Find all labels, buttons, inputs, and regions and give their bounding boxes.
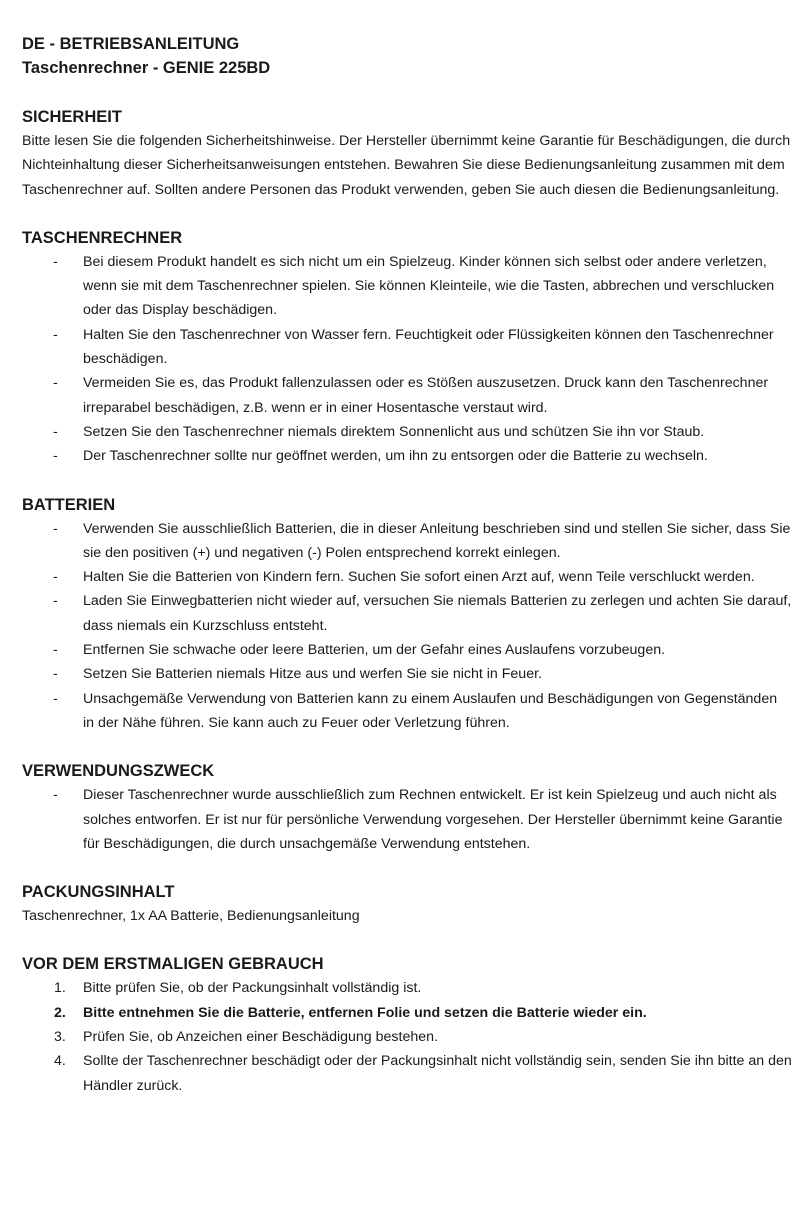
bullet-list <box>22 517 792 736</box>
list-item-text: Halten Sie den Taschenrechner von Wasser fern. Feuchtigkeit oder Flüssigkeiten können den Taschenrechner beschädigen. <box>83 326 774 368</box>
section-heading: PACKUNGSINHALT <box>22 883 175 902</box>
section-verwendungszweck <box>22 759 792 856</box>
section-heading: SICHERHEIT <box>22 108 122 126</box>
list-item-text: Entfernen Sie schwache oder leere Batterien, um der Gefahr eines Auslaufens vorzubeugen. <box>83 642 666 659</box>
list-item-text: Unsachgemäße Verwendung von Batterien kann zu einem Auslaufen und Beschädigungen von Gegenständen in der Nähe führen. Sie kann auch zu Feuer oder Verletzung führen. <box>83 690 778 731</box>
list-number: 2. <box>54 1004 66 1021</box>
dash-bullet: - <box>53 326 58 343</box>
section-heading: VERWENDUNGSZWECK <box>22 762 215 781</box>
list-item-text: Setzen Sie Batterien niemals Hitze aus und werfen Sie sie nicht in Feuer. <box>83 666 542 683</box>
list-item <box>22 1049 792 1098</box>
list-item <box>22 371 792 420</box>
section-erstgebrauch <box>22 952 792 1097</box>
list-item-text: Bitte entnehmen Sie die Batterie, entfernen Folie und setzen die Batterie wieder ein. <box>83 1004 647 1021</box>
section-heading: TASCHENRECHNER <box>22 228 183 247</box>
document-title: DE - BETRIEBSANLEITUNG <box>22 35 240 53</box>
list-item <box>22 323 792 372</box>
list-item-text: Setzen Sie den Taschenrechner niemals direktem Sonnenlicht aus und schützen Sie ihn vor Staub. <box>83 423 705 440</box>
list-number: 3. <box>54 1029 66 1046</box>
product-name: Taschenrechner - GENIE 225BD <box>22 59 271 77</box>
dash-bullet: - <box>53 787 58 804</box>
list-item-text: Prüfen Sie, ob Anzeichen einer Beschädigung bestehen. <box>83 1029 438 1046</box>
list-item-text: Halten Sie die Batterien von Kindern fern. Suchen Sie sofort einen Arzt auf, wenn Teile verschluckt werden. <box>83 569 755 586</box>
section-heading: BATTERIEN <box>22 495 116 514</box>
list-item-text: Der Taschenrechner sollte nur geöffnet werden, um ihn zu entsorgen oder die Batterie zu wechseln. <box>83 448 708 465</box>
bullet-list <box>22 250 792 469</box>
list-item <box>22 783 792 856</box>
section-paragraph: Bitte lesen Sie die folgenden Sicherheitshinweise. Der Hersteller übernimmt keine Garantie für Beschädigungen, die durch Nichteinhaltung dieser Sicherheitsanweisungen entstehen. Bewahren Sie diese Bedienungsanleitung zusammen mit dem Taschenrechner auf. Sollten andere Personen das Produkt verwenden, geben Sie auch diesen die Bedienungsanleitung. <box>22 133 791 198</box>
numbered-list <box>22 976 792 1097</box>
dash-bullet: - <box>53 448 58 465</box>
list-item <box>22 687 792 736</box>
list-number: 4. <box>54 1053 66 1070</box>
list-item <box>22 638 792 662</box>
section-paragraph: Taschenrechner, 1x AA Batterie, Bedienungsanleitung <box>22 908 360 925</box>
section-packungsinhalt <box>22 880 792 928</box>
list-item-text: Laden Sie Einwegbatterien nicht wieder auf, versuchen Sie niemals Batterien zu zerlegen und achten Sie darauf, dass niemals ein Kurzschluss entsteht. <box>83 593 792 634</box>
list-item <box>22 420 792 444</box>
section-batterien <box>22 493 792 736</box>
section-heading: VOR DEM ERSTMALIGEN GEBRAUCH <box>22 955 324 974</box>
dash-bullet: - <box>53 666 58 683</box>
list-item <box>22 444 792 468</box>
list-item-text: Vermeiden Sie es, das Produkt fallenzulassen oder es Stößen auszusetzen. Druck kann den Taschenrechner irreparabel beschädigen, z.B. wenn er in einer Hosentasche verstaut wird. <box>83 375 769 416</box>
section-taschenrechner <box>22 226 792 469</box>
dash-bullet: - <box>53 520 58 537</box>
list-item <box>22 1025 792 1049</box>
list-item-text: Dieser Taschenrechner wurde ausschließlich zum Rechnen entwickelt. Er ist kein Spielzeug und auch nicht als solches entworfen. Er ist nur für persönliche Verwendung vorgesehen. Der Hersteller übernimmt keine Garantie für Beschädigungen, die durch unsachgemäße Verwendung entstehen. <box>83 787 783 852</box>
section-sicherheit <box>22 105 792 202</box>
dash-bullet: - <box>53 593 58 610</box>
dash-bullet: - <box>53 569 58 586</box>
document-header <box>22 32 792 80</box>
dash-bullet: - <box>53 642 58 659</box>
list-item <box>22 565 792 589</box>
list-item-text: Verwenden Sie ausschließlich Batterien, die in dieser Anleitung beschrieben sind und stellen Sie sicher, dass Sie sie den positiven (+) und negativen (-) Polen entsprechend korrekt einlegen. <box>83 520 791 561</box>
dash-bullet: - <box>53 253 58 270</box>
dash-bullet: - <box>53 690 58 707</box>
list-item <box>22 662 792 686</box>
list-item <box>22 517 792 566</box>
list-item-text: Sollte der Taschenrechner beschädigt oder der Packungsinhalt nicht vollständig sein, senden Sie ihn bitte an den Händler zurück. <box>83 1053 792 1094</box>
list-item <box>22 976 792 1000</box>
list-item <box>22 250 792 323</box>
dash-bullet: - <box>53 423 58 440</box>
list-number: 1. <box>54 980 66 997</box>
list-item-text: Bei diesem Produkt handelt es sich nicht um ein Spielzeug. Kinder können sich selbst oder andere verletzen, wenn sie mit dem Taschenrechner spielen. Sie können Kleinteile, wie die Tasten, abbrechen und verschlucken oder das Display beschädigen. <box>83 253 775 319</box>
list-item <box>22 1001 792 1025</box>
list-item-text: Bitte prüfen Sie, ob der Packungsinhalt vollständig ist. <box>83 980 422 997</box>
bullet-list <box>22 783 792 856</box>
dash-bullet: - <box>53 375 58 392</box>
manual-page <box>22 32 792 1098</box>
list-item <box>22 589 792 638</box>
